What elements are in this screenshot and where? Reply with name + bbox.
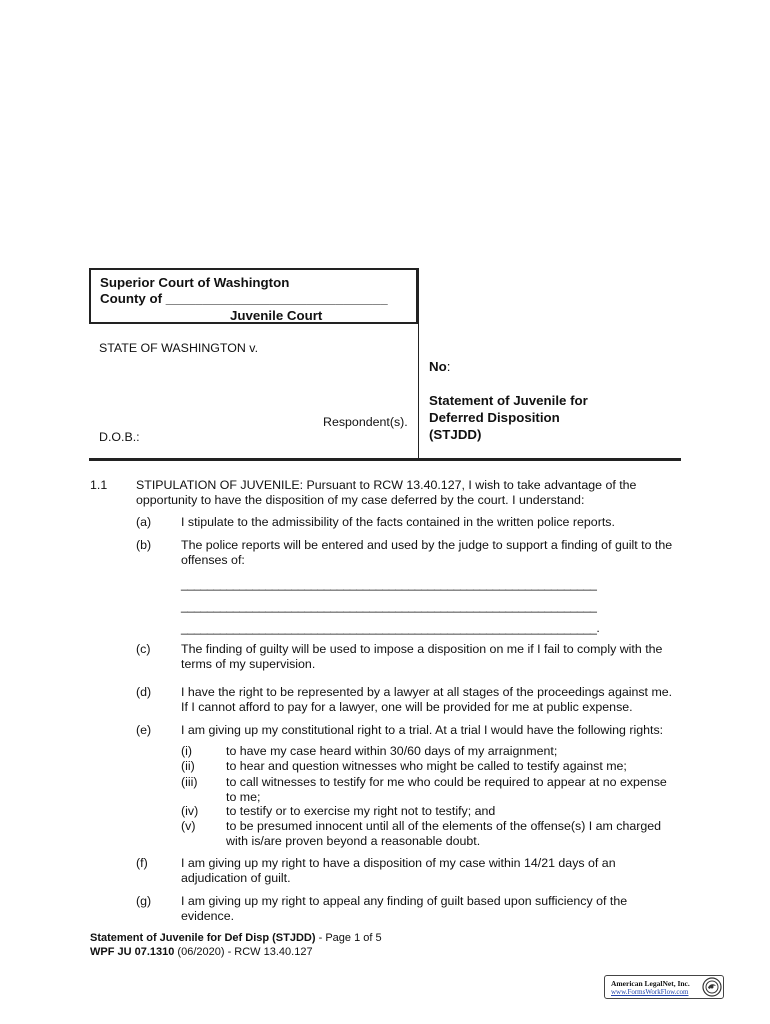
document-title xyxy=(429,392,588,443)
item-label: (d) xyxy=(136,685,152,699)
item-f-text xyxy=(181,856,616,886)
item-e-text: I am giving up my constitutional right to a trial. At a trial I would have the following rights: xyxy=(181,723,664,737)
respondent-label: Respondent(s). xyxy=(323,415,408,429)
footer-page: - Page 1 of 5 xyxy=(315,932,382,944)
sub-item-label: (iv) xyxy=(181,804,199,818)
text-line: The police reports will be entered and used by the judge to support a finding of guilt to the xyxy=(181,538,673,552)
case-number-word: No xyxy=(429,359,447,374)
footer-code: WPF JU 07.1310 xyxy=(90,946,175,958)
text-line: The finding of guilty will be used to impose a disposition on me if I fail to comply with the xyxy=(181,642,663,656)
document-title-line: Deferred Disposition xyxy=(429,410,560,425)
item-a-text: I stipulate to the admissibility of the facts contained in the written police reports. xyxy=(181,515,615,529)
caption-divider xyxy=(418,268,419,458)
footer-form-name xyxy=(90,932,382,944)
item-g-text xyxy=(181,894,627,924)
offense-blank-3[interactable]: ________________________________________________________________. xyxy=(181,621,600,635)
item-c-text xyxy=(181,642,662,672)
party-name: STATE OF WASHINGTON v. xyxy=(99,341,259,355)
case-number-label xyxy=(429,359,450,374)
footer-date: (06/2020) - RCW 13.40.127 xyxy=(174,946,313,958)
section-text xyxy=(136,478,636,508)
sub-item-label: (iii) xyxy=(181,775,198,789)
item-label: (g) xyxy=(136,894,152,908)
county-line: County of ______________________________ xyxy=(100,291,388,306)
item-label: (a) xyxy=(136,515,152,529)
text-line: I am giving up my right to have a disposition of my case within 14/21 days of an xyxy=(181,856,616,870)
sub-item-text xyxy=(226,775,667,805)
sub-item-label: (v) xyxy=(181,819,196,833)
text-line: terms of my supervision. xyxy=(181,657,316,671)
sub-item-text xyxy=(226,819,661,849)
item-label: (f) xyxy=(136,856,148,870)
footer-title: Statement of Juvenile for Def Disp (STJDD) xyxy=(90,932,316,944)
text-line: to call witnesses to testify for me who could be required to appear at no expense xyxy=(226,775,667,789)
text-line: to be presumed innocent until all of the elements of the offense(s) I am charged xyxy=(226,819,662,833)
text-line: I have the right to be represented by a lawyer at all stages of the proceedings against me. xyxy=(181,685,673,699)
seal-icon xyxy=(702,977,722,997)
text-line: to me; xyxy=(226,790,261,804)
item-label: (e) xyxy=(136,723,152,737)
publisher-url[interactable]: www.FormsWorkFlow.com xyxy=(611,988,689,996)
section-number: 1.1 xyxy=(90,478,108,492)
sub-item-label: (ii) xyxy=(181,759,195,773)
sub-item-text: to testify or to exercise my right not to testify; and xyxy=(226,804,496,818)
text-line: STIPULATION OF JUVENILE: Pursuant to RCW 13.40.127, I wish to take advantage of the xyxy=(136,478,637,492)
case-number-colon: : xyxy=(446,359,451,374)
text-line: evidence. xyxy=(181,909,235,923)
offense-blank-2[interactable]: ________________________________________________________________ xyxy=(181,599,597,613)
text-line: If I cannot afford to pay for a lawyer, one will be provided for me at public expense. xyxy=(181,700,633,714)
text-line: adjudication of guilt. xyxy=(181,871,291,885)
sub-item-text: to hear and question witnesses who might be called to testify against me; xyxy=(226,759,627,773)
document-title-line: Statement of Juvenile for xyxy=(429,393,588,408)
item-d-text xyxy=(181,685,672,715)
sub-item-text: to have my case heard within 30/60 days of my arraignment; xyxy=(226,744,558,758)
footer-form-code xyxy=(90,946,313,958)
juvenile-court-label: Juvenile Court xyxy=(230,308,323,323)
offense-blank-1[interactable]: ________________________________________________________________ xyxy=(181,577,597,591)
text-line: offenses of: xyxy=(181,553,245,567)
document-title-line: (STJDD) xyxy=(429,427,482,442)
item-label: (c) xyxy=(136,642,151,656)
item-b-text xyxy=(181,538,672,568)
caption-rule xyxy=(89,458,681,461)
publisher-logo xyxy=(604,975,724,999)
sub-item-label: (i) xyxy=(181,744,193,758)
item-label: (b) xyxy=(136,538,152,552)
publisher-name: American LegalNet, Inc. xyxy=(611,979,690,988)
text-line: with is/are proven beyond a reasonable doubt. xyxy=(226,834,481,848)
dob-label: D.O.B.: xyxy=(99,430,140,444)
text-line: opportunity to have the disposition of my case deferred by the court. I understand: xyxy=(136,493,585,507)
text-line: I am giving up my right to appeal any finding of guilt based upon sufficiency of the xyxy=(181,894,628,908)
court-caption-box xyxy=(89,268,418,324)
court-name: Superior Court of Washington xyxy=(100,275,290,290)
